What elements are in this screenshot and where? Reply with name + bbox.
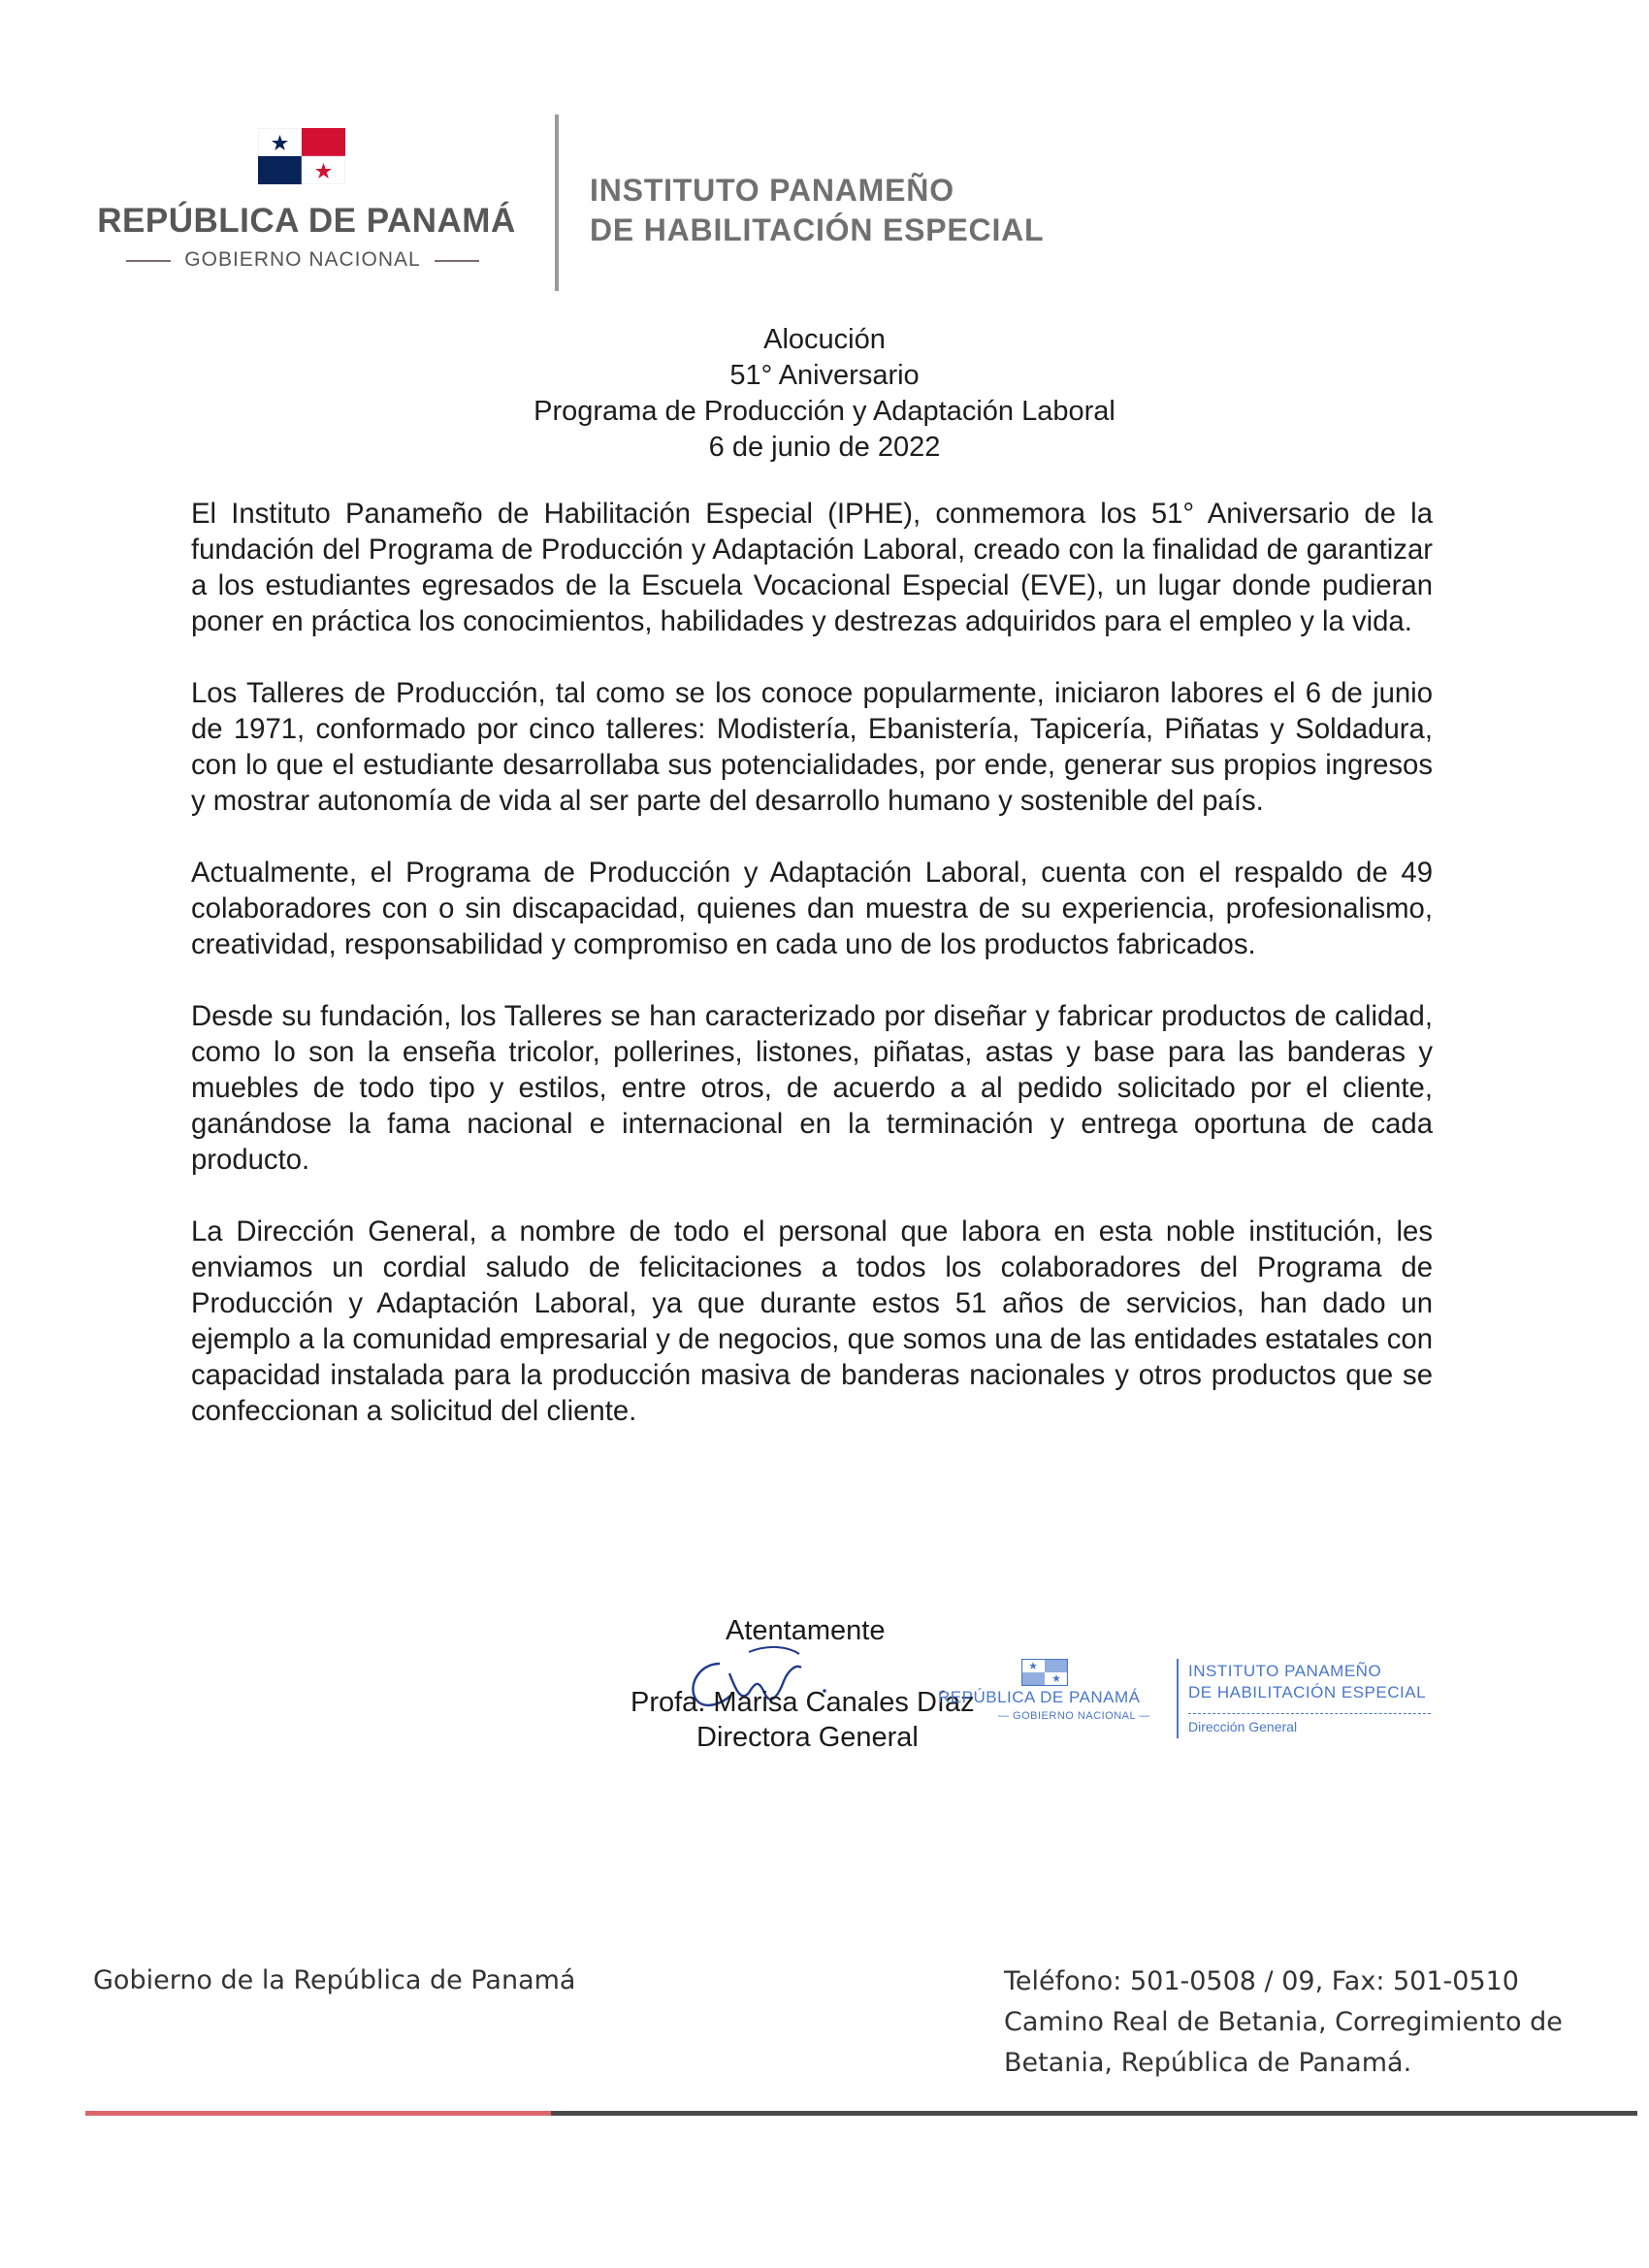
panama-flag-icon <box>258 128 345 184</box>
stamp-institution-line-2: DE HABILITACIÓN ESPECIAL <box>1188 1683 1427 1701</box>
letterhead <box>0 0 1649 310</box>
institution-name <box>590 171 1094 250</box>
footer-bar-red <box>85 2111 551 2116</box>
official-stamp <box>926 1659 1470 1756</box>
signer-name: Profa. Marisa Canales Díaz <box>630 1687 975 1718</box>
footer-phone: Teléfono: 501-0508 / 09, Fax: 501-0510 <box>1004 1966 1519 1996</box>
stamp-signature-line <box>1188 1713 1431 1715</box>
institution-line-1: INSTITUTO PANAMEÑO <box>590 173 954 208</box>
government-subtitle: GOBIERNO NACIONAL <box>171 248 434 272</box>
closing: Atentamente <box>726 1615 886 1646</box>
body-paragraph-5: La Dirección General, a nombre de todo el personal que labora en esta noble institución, les enviamos un cordial saludo de felicitaciones a todos los colaboradores del Programa de Producción y Adaptación Laboral, ya que durante estos 51 años de servicios, han dado un ejemplo a la comunidad empresarial y de negocios, que somos una de las entidades estatales con capacidad instalada para la producción masiva de banderas nacionales y otros productos que se confeccionan a solicitud del cliente. <box>191 1215 1433 1427</box>
body-paragraph-3: Actualmente, el Programa de Producción y Adaptación Laboral, cuenta con el respaldo de 49 colaboradores con o sin discapacidad, quienes dan muestra de su experiencia, profesionalismo, creatividad, responsabilidad y compromiso en cada uno de los productos fabricados. <box>191 857 1433 960</box>
body-paragraph-4: Desde su fundación, los Talleres se han caracterizado por diseñar y fabricar productos de calidad, como lo son la enseña tricolor, pollerines, listones, piñatas, astas y base para las banderas y muebles de todo tipo y estilos, entre otros, de acuerdo a al pedido solicitado por el cliente, ganándose la fama nacional e internacional en la terminación y entrega oportuna de cada producto. <box>191 1000 1433 1176</box>
heading-date: 6 de junio de 2022 <box>708 432 941 463</box>
stamp-divider <box>1177 1659 1179 1738</box>
heading-anniversary: 51° Aniversario <box>729 360 920 391</box>
footer-contact <box>1004 1961 1625 2084</box>
footer-bar-grey <box>551 2111 1637 2116</box>
signer-title: Directora General <box>696 1722 919 1753</box>
letter-body <box>191 496 1433 1465</box>
body-paragraph-1: El Instituto Panameño de Habilitación Especial (IPHE), conmemora los 51° Aniversario de la fundación del Programa de Producción y Adaptación Laboral, creado con la finalidad de garantizar a los estudiantes egresados de la Escuela Vocacional Especial (EVE), un lugar donde pudieran poner en práctica los conocimientos, habilidades y destrezas adquiridos para el empleo y la vida. <box>191 498 1433 637</box>
footer-government: Gobierno de la República de Panamá <box>93 1965 576 1995</box>
heading-title: Alocución <box>763 324 886 355</box>
footer-address-line-2: Betania, República de Panamá. <box>1004 2048 1412 2078</box>
body-paragraph-2: Los Talleres de Producción, tal como se los conoce popularmente, iniciaron labores el 6 de junio de 1971, conformado por cinco talleres: Modistería, Ebanistería, Tapicería, Piñatas y Soldadura, con lo que el estudiante desarrollaba sus potencialidades, por ende, generar sus propios ingresos y mostrar autonomía de vida al ser parte del desarrollo humano y sostenible del país. <box>191 677 1433 817</box>
letter-heading <box>340 322 1310 466</box>
stamp-flag-icon <box>1021 1659 1068 1686</box>
government-title: REPÚBLICA DE PANAMÁ <box>97 202 516 240</box>
institution-line-2: DE HABILITACIÓN ESPECIAL <box>590 212 1045 247</box>
government-subtitle-wrap <box>109 248 497 272</box>
footer-bar <box>85 2111 1637 2116</box>
stamp-institution-line-1: INSTITUTO PANAMEÑO <box>1188 1662 1382 1680</box>
heading-program: Programa de Producción y Adaptación Laboral <box>534 396 1116 427</box>
stamp-institution <box>1188 1661 1426 1703</box>
stamp-department: Dirección General <box>1188 1719 1298 1734</box>
footer-address-line-1: Camino Real de Betania, Corregimiento de <box>1004 2007 1563 2037</box>
stamp-government-subtitle: — GOBIERNO NACIONAL — <box>998 1710 1150 1722</box>
letterhead-divider <box>555 114 559 291</box>
stamp-government: REPÚBLICA DE PANAMÁ <box>938 1688 1141 1706</box>
